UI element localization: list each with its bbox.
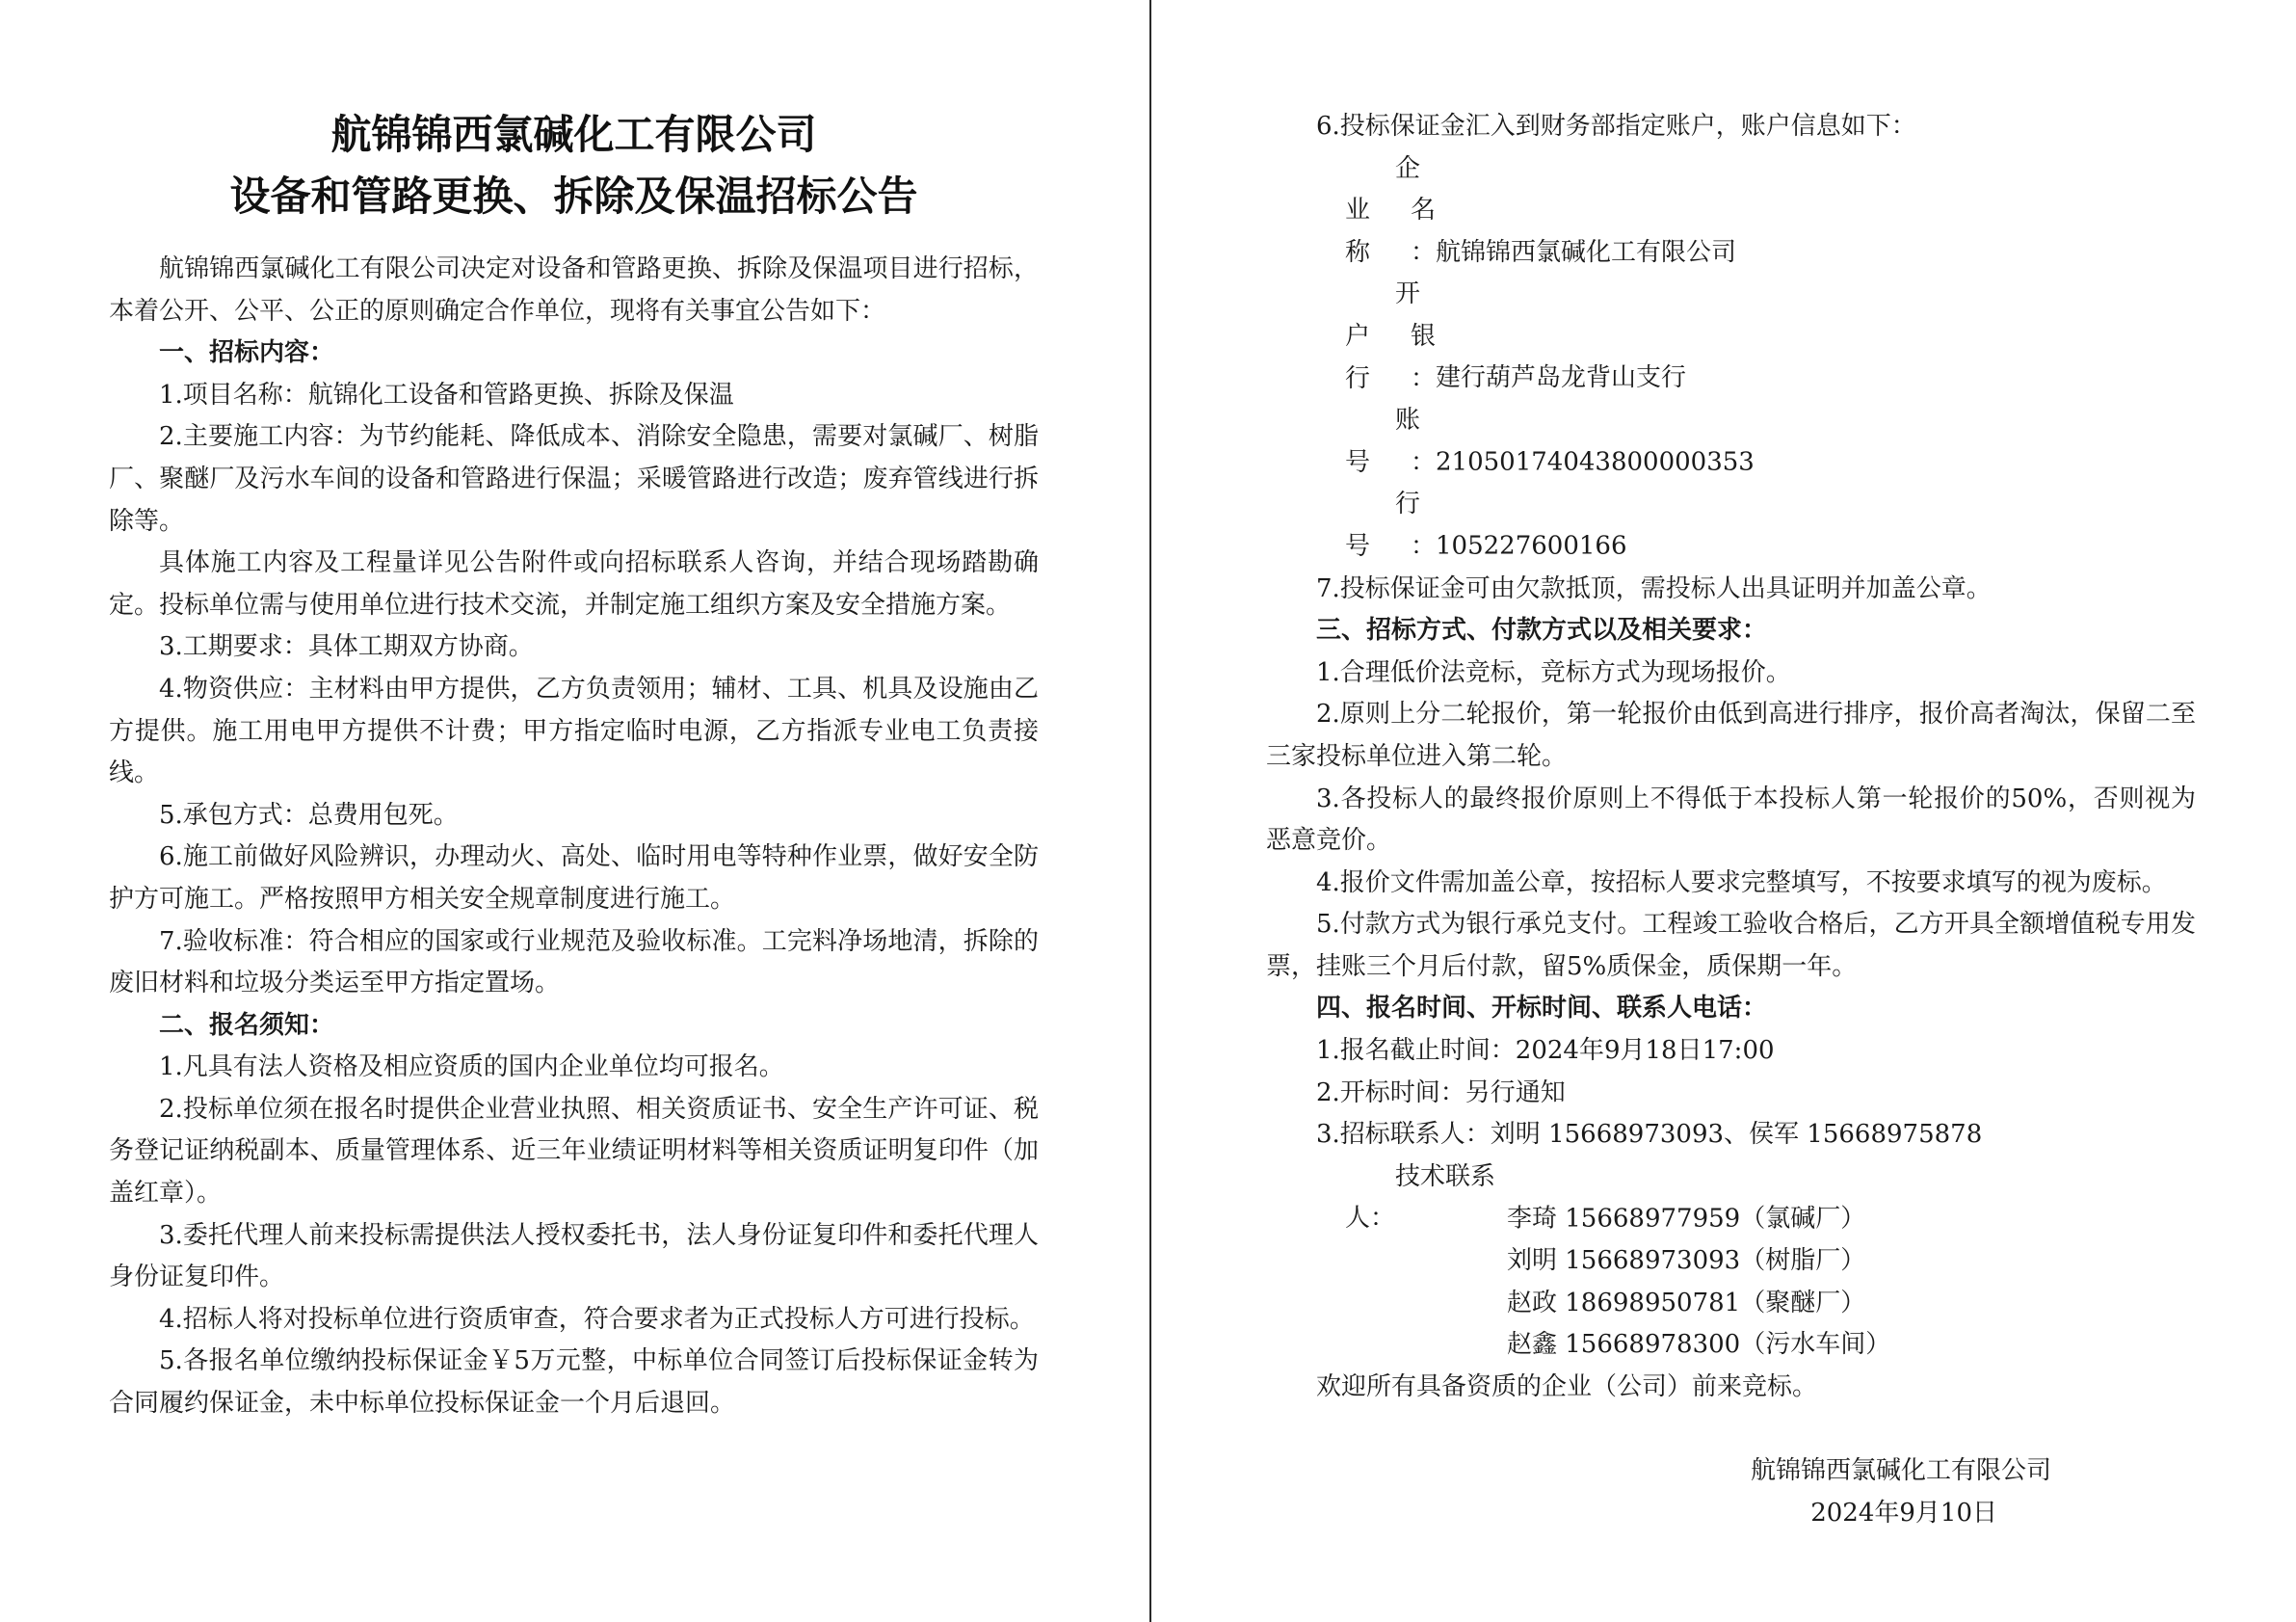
section3-item1: 1.合理低价法竞标，竞标方式为现场报价。: [1316, 657, 1791, 687]
account-branch-row: [1266, 484, 2196, 568]
tech-contact-row: [1266, 1283, 2196, 1325]
signature-company: 航锦锦西氯碱化工有限公司: [1750, 1456, 2051, 1486]
tech-contact-row: [1266, 1157, 2196, 1240]
section2-heading: 二、报名须知：: [159, 1010, 335, 1040]
section2-item5: 5.各报名单位缴纳投标保证金￥5万元整，中标单位合同签订后投标保证金转为合同履约保证金，未中标单位投标保证金一个月后退回。: [109, 1346, 1039, 1419]
section4-item3: 3.招标联系人：刘明 15668973093、侯军 15668975878: [1316, 1120, 1983, 1150]
section3-item4: 4.报价文件需加盖公章，按招标人要求完整填写，不按要求填写的视为废标。: [1316, 867, 2167, 897]
section3-item5: 5.付款方式为银行承兑支付。工程竣工验收合格后，乙方开具全额增值税专用发票，挂账三个月后付款，留5%质保金，质保期一年。: [1266, 910, 2196, 981]
section2-item1: 1.凡具有法人资格及相应资质的国内企业单位均可报名。: [159, 1052, 784, 1082]
tech-contact-row: [1266, 1324, 2196, 1367]
section2-item3: 3.委托代理人前来投标需提供法人授权委托书，法人身份证复印件和委托代理人身份证复印件。: [109, 1220, 1039, 1292]
tech-contact-label: 技术联系人：: [1345, 1161, 1496, 1234]
doc-title-subject: 设备和管路更换、拆除及保温招标公告: [229, 173, 918, 220]
tech-contact-1: 李琦 15668977959（氯碱厂）: [1507, 1204, 1866, 1234]
section4-item1: 1.报名截止时间：2024年9月18日17:00: [1316, 1036, 1775, 1066]
intro-paragraph: 航锦锦西氯碱化工有限公司决定对设备和管路更换、拆除及保温项目进行招标，本着公开、公平、公正的原则确定合作单位，现将有关事宜公告如下：: [109, 254, 1039, 326]
section1-item4: 4.物资供应：主材料由甲方提供，乙方负责领用；辅材、工具、机具及设施由乙方提供。施工用电甲方提供不计费；甲方指定临时电源，乙方指派专业电工负责接线。: [109, 674, 1039, 788]
account-bank-row: [1266, 274, 2196, 400]
section3-heading: 三、招标方式、付款方式以及相关要求：: [1316, 616, 1768, 646]
account-branch-value: 105227600166: [1436, 531, 1627, 561]
section3-item2: 2.原则上分二轮报价，第一轮报价由低到高进行排序，报价高者淘汰，保留二至三家投标单位进入第二轮。: [1266, 700, 2196, 771]
welcome-text: 欢迎所有具备资质的企业（公司）前来竞标。: [1316, 1371, 1818, 1401]
doc-title-company: 航锦锦西氯碱化工有限公司: [330, 111, 817, 158]
section1-item7: 7.验收标准：符合相应的国家或行业规范及验收标准。工完料净场地清，拆除的废旧材料和垃圾分类运至甲方指定置场。: [109, 926, 1039, 998]
account-number-label: 账号：: [1345, 406, 1436, 477]
right-column: [1266, 106, 2196, 1535]
account-company-label: 企业名称：: [1345, 153, 1436, 267]
account-company-value: 航锦锦西氯碱化工有限公司: [1436, 237, 1737, 267]
section3-item3: 3.各投标人的最终报价原则上不得低于本投标人第一轮报价的50%，否则视为恶意竞价。: [1266, 784, 2196, 856]
account-bank-value: 建行葫芦岛龙背山支行: [1436, 363, 1687, 393]
section1-item3: 3.工期要求：具体工期双方协商。: [159, 632, 534, 662]
account-company-row: [1266, 148, 2196, 275]
left-column: [109, 0, 1039, 1425]
tech-contact-3: 赵政 18698950781（聚醚厂）: [1507, 1288, 1866, 1317]
section1-item5: 5.承包方式：总费用包死。: [159, 800, 459, 830]
section1-item1: 1.项目名称：航锦化工设备和管路更换、拆除及保温: [159, 380, 734, 410]
tech-contact-4: 赵鑫 15668978300（污水车间）: [1507, 1330, 1891, 1360]
account-branch-label: 行号：: [1345, 490, 1436, 561]
section2-item2: 2.投标单位须在报名时提供企业营业执照、相关资质证书、安全生产许可证、税务登记证纳税副本、质量管理体系、近三年业绩证明材料等相关资质证明复印件（加盖红章）。: [109, 1094, 1039, 1209]
account-number-value: 21050174043800000353: [1436, 447, 1755, 477]
section4-heading: 四、报名时间、开标时间、联系人电话：: [1316, 994, 1768, 1024]
section4-item2: 2.开标时间：另行通知: [1316, 1077, 1566, 1107]
page-divider: [1149, 0, 1151, 1622]
tech-contact-2: 刘明 15668973093（树脂厂）: [1507, 1246, 1866, 1276]
section2-item4: 4.招标人将对投标单位进行资质审查，符合要求者为正式投标人方可进行投标。: [159, 1304, 1035, 1334]
section2-item7: 7.投标保证金可由欠款抵顶，需投标人出具证明并加盖公章。: [1316, 573, 1992, 603]
section1-item2-detail: 具体施工内容及工程量详见公告附件或向招标联系人咨询，并结合现场踏勘确定。投标单位需与使用单位进行技术交流，并制定施工组织方案及安全措施方案。: [109, 548, 1039, 620]
account-bank-label: 开户银行：: [1345, 279, 1436, 393]
signature-date: 2024年9月10日: [1810, 1499, 1997, 1528]
section1-item6: 6.施工前做好风险辨识，办理动火、高处、临时用电等特种作业票，做好安全防护方可施工。严格按照甲方相关安全规章制度进行施工。: [109, 842, 1039, 914]
section2-item6: 6.投标保证金汇入到财务部指定账户，账户信息如下：: [1316, 112, 1916, 141]
section1-item2: 2.主要施工内容：为节约能耗、降低成本、消除安全隐患，需要对氯碱厂、树脂厂、聚醚厂及污水车间的设备和管路进行保温；采暖管路进行改造；废弃管线进行拆除等。: [109, 422, 1039, 536]
account-number-row: [1266, 400, 2196, 484]
section1-heading: 一、招标内容：: [159, 338, 335, 368]
tech-contact-row: [1266, 1240, 2196, 1283]
